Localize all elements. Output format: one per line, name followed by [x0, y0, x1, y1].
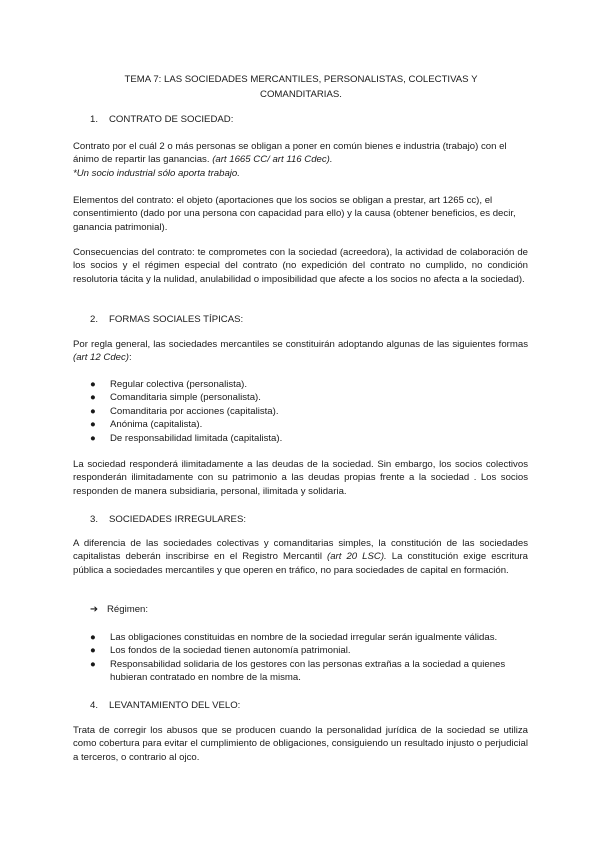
section-3-heading: [90, 513, 246, 526]
document-title: TEMA 7: LAS SOCIEDADES MERCANTILES, PERSONALISTAS, COLECTIVAS Y COMANDITARIAS.: [124, 74, 478, 100]
bullet-icon: ●: [90, 379, 96, 390]
section-3-number: 3.: [90, 514, 99, 525]
bullet-icon: ●: [90, 658, 96, 670]
list-item: [90, 631, 528, 644]
list-item-text: De responsabilidad limitada (capitalista).: [110, 432, 283, 444]
bullet-icon: ●: [90, 392, 96, 404]
bullet-icon: ●: [90, 632, 96, 643]
typical-forms-intro-reference: (art 12 Cdec): [73, 352, 129, 364]
list-item-text: Los fondos de la sociedad tienen autonomía patrimonial.: [110, 645, 351, 657]
bullet-icon: ●: [90, 405, 96, 417]
lifting-veil-paragraph: Trata de corregir los abusos que se producen cuando la personalidad jurídica de la sociedad se utiliza como cobertura para evitar el cumplimiento de obligaciones, consiguiendo un resultado injusto o perjudicial a terceros, o contrario al ojco.: [73, 725, 528, 763]
list-item: [90, 378, 282, 391]
section-3-title: SOCIEDADES IRREGULARES:: [109, 514, 247, 525]
irregular-societies-paragraph: [73, 537, 528, 577]
arrow-right-icon: ➔: [90, 604, 99, 615]
contract-definition-paragraph: [73, 140, 528, 180]
bullet-icon: ●: [90, 419, 96, 431]
list-item: [90, 391, 282, 404]
list-item-text: Las obligaciones constituidas en nombre de la sociedad irregular serán igualmente válidas.: [110, 632, 498, 643]
typical-forms-intro-text: Por regla general, las sociedades mercantiles se constituirán adoptando algunas de las siguientes formas: [73, 339, 528, 350]
contract-definition-text: Contrato por el cuál 2 o más personas se obligan a poner en común bienes e industria (trabajo) con el ánimo de repartir las ganancias.: [73, 141, 507, 166]
list-item: [90, 644, 528, 657]
section-2-title: FORMAS SOCIALES TÍPICAS:: [109, 314, 244, 325]
irregular-societies-text-2: La constitución exige escritura pública a sociedades mercantiles y que operen en tráfico, no para sociedades de capital en formación.: [73, 551, 528, 576]
list-item-text: Anónima (capitalista).: [110, 419, 203, 431]
list-item: [90, 658, 528, 685]
section-4-heading: [90, 699, 240, 712]
regimen-heading: [90, 603, 148, 616]
liability-paragraph: La sociedad responderá ilimitadamente a las deudas de la sociedad. Sin embargo, los socios colectivos responderán ilimitadamente con su patrimonio a las deudas propias frente a la sociedad . Los socios responden de manera subsidiaria, personal, ilimitada y solidaria.: [73, 459, 528, 497]
list-item-text: Responsabilidad solidaria de los gestores con las personas extrañas a la sociedad a quienes hubieran contratado en nombre de la misma.: [110, 658, 506, 684]
list-item-text: Regular colectiva (personalista).: [110, 379, 248, 390]
typical-forms-intro-colon: :: [128, 352, 132, 364]
bullet-icon: ●: [90, 645, 96, 657]
contract-consequences-paragraph: Consecuencias del contrato: te comprometes con la sociedad (acreedora), la actividad de colaboración de los socios y el régimen especial del contrato (no expedición del contrato no cumplido, no condición resolutoria tácita y la nulidad, anulabilidad o imposibilidad que afecte a los socios no afecta a la sociedad).: [73, 247, 528, 285]
list-item: [90, 405, 282, 418]
list-item: [90, 432, 282, 445]
section-1-number: 1.: [90, 114, 99, 125]
typical-forms-intro: [73, 338, 528, 365]
section-2-number: 2.: [90, 314, 99, 325]
irregular-societies-reference: (art 20 LSC).: [327, 551, 387, 563]
list-item: [90, 418, 282, 431]
list-item-text: Comanditaria simple (personalista).: [110, 392, 261, 404]
contract-definition-reference: (art 1665 CC/ art 116 Cdec).: [212, 154, 333, 166]
regimen-list: [90, 631, 528, 685]
section-4-number: 4.: [90, 700, 99, 711]
list-item-text: Comanditaria por acciones (capitalista).: [110, 405, 279, 417]
section-1-title: CONTRATO DE SOCIEDAD:: [109, 114, 234, 125]
contract-elements-paragraph: Elementos del contrato: el objeto (aportaciones que los socios se obligan a prestar, art 1265 cc), el consentimiento (dado por una persona con capacidad para ello) y la causa (obtener beneficios, es decir, ganancia patrimonial).: [73, 195, 516, 233]
section-4-title: LEVANTAMIENTO DEL VELO:: [109, 700, 241, 711]
bullet-icon: ●: [90, 432, 96, 444]
irregular-societies-text-1: A diferencia de las sociedades colectivas y comanditarias simples, la constitución de las sociedades capitalistas deberán inscribirse en el Registro Mercantil: [73, 538, 528, 563]
section-1-heading: [90, 113, 233, 126]
regimen-label: Régimen:: [107, 604, 149, 615]
industrial-partner-note: *Un socio industrial sólo aporta trabajo.: [73, 167, 240, 179]
typical-forms-list: [90, 378, 282, 445]
section-2-heading: [90, 313, 243, 326]
